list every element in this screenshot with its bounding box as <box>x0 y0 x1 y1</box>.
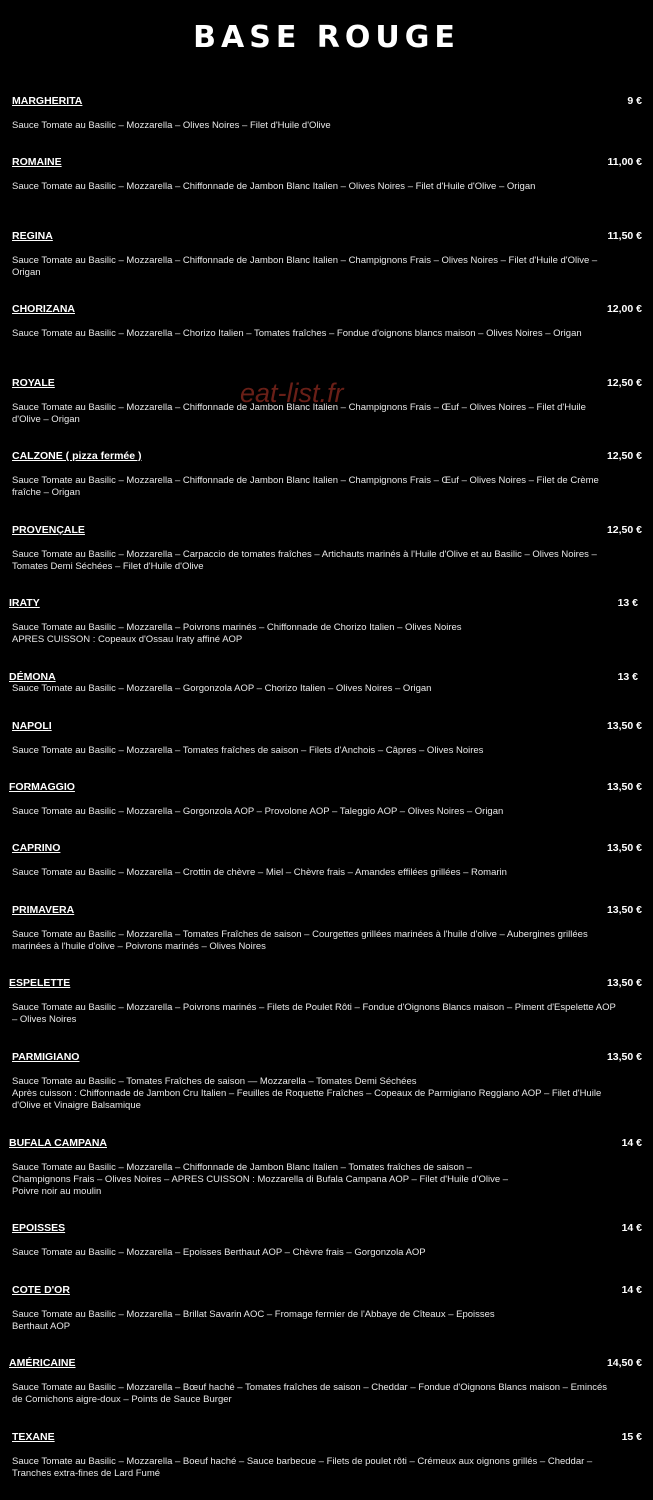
item-description: Sauce Tomate au Basilic – Mozzarella – Gorgonzola AOP – Provolone AOP – Taleggio AOP – Olives Noires – Origan <box>12 806 504 817</box>
item-price: 13,50 € <box>606 781 642 793</box>
item-price: 13 € <box>617 597 638 609</box>
item-description: Sauce Tomate au Basilic – Mozzarella – Chiffonnade de Jambon Blanc Italien – Champignons Frais – Œuf – Olives Noires – Filet d'Huile d'Olive – Origan <box>12 402 586 426</box>
item-price: 11,50 € <box>607 230 642 242</box>
item-description: Sauce Tomate au Basilic – Mozzarella – Chiffonnade de Jambon Blanc Italien – Olives Noires – Filet d'Huile d'Olive – Origan <box>12 181 536 192</box>
item-description: Sauce Tomate au Basilic – Mozzarella – Crottin de chèvre – Miel – Chèvre frais – Amandes effilées grillées – Romarin <box>12 867 507 878</box>
item-name: ROMAINE <box>12 156 62 168</box>
item-description: Sauce Tomate au Basilic – Mozzarella – Epoisses Berthaut AOP – Chèvre frais – Gorgonzola AOP <box>12 1247 426 1258</box>
item-name: ESPELETTE <box>9 977 71 989</box>
item-price: 13,50 € <box>606 842 642 854</box>
item-name: MARGHERITA <box>12 95 83 107</box>
item-name: BUFALA CAMPANA <box>9 1137 107 1149</box>
item-description: Sauce Tomate au Basilic – Mozzarella – Bœuf haché – Tomates fraîches de saison – Cheddar – Fondue d'Oignons Blancs maison – Emincés de Cornichons aigre-doux – Points de Sauce Burger <box>12 1382 608 1406</box>
watermark-text: eat-list.fr <box>240 378 344 408</box>
item-price: 12,50 € <box>606 524 642 536</box>
item-description: Sauce Tomate au Basilic – Mozzarella – Poivrons marinés – Filets de Poulet Rôti – Fondue d'Oignons Blancs maison – Piment d'Espelette AOP – Olives Noires <box>12 1002 616 1026</box>
item-price: 13 € <box>617 671 638 683</box>
item-price: 15 € <box>621 1431 642 1443</box>
menu-title: BASE ROUGE <box>193 20 460 55</box>
item-name: PARMIGIANO <box>12 1051 80 1063</box>
item-description: Sauce Tomate au Basilic – Mozzarella – Boeuf haché – Sauce barbecue – Filets de poulet rôti – Crémeux aux oignons grillés – Cheddar – Tranches extra-fines de Lard Fumé <box>12 1456 593 1480</box>
item-name: EPOISSES <box>12 1222 66 1234</box>
item-price: 9 € <box>627 95 642 107</box>
item-description: Sauce Tomate au Basilic – Mozzarella – Olives Noires – Filet d'Huile d'Olive <box>12 120 331 131</box>
item-description: Sauce Tomate au Basilic – Mozzarella – Carpaccio de tomates fraîches – Artichauts marinés à l'Huile d'Olive et au Basilic – Olives Noires – Tomates Demi Séchées – Filet d'Huile d'Olive <box>12 549 597 573</box>
item-price: 13,50 € <box>606 720 642 732</box>
item-name: AMÉRICAINE <box>9 1357 76 1369</box>
item-name: COTE D'OR <box>12 1284 70 1296</box>
item-name: TEXANE <box>12 1431 55 1443</box>
item-price: 12,50 € <box>606 377 642 389</box>
item-price: 14,50 € <box>606 1357 642 1369</box>
item-price: 12,50 € <box>606 450 642 462</box>
item-name: CALZONE ( pizza fermée ) <box>12 450 142 462</box>
item-name: ROYALE <box>12 377 55 389</box>
item-price: 14 € <box>621 1222 642 1234</box>
item-description: Sauce Tomate au Basilic – Mozzarella – Brillat Savarin AOC – Fromage fermier de l'Abbaye de Cîteaux – Epoisses Berthaut AOP <box>12 1309 495 1333</box>
item-name: NAPOLI <box>12 720 52 732</box>
item-description: Sauce Tomate au Basilic – Mozzarella – Chiffonnade de Jambon Blanc Italien – Tomates fraîches de saison – Champignons Frais – Olives Noires – APRES CUISSON : Mozzarella di Bufala Campana AOP – Filet d'Huile d'Olive – Poivre noir au moulin <box>12 1162 509 1198</box>
item-price: 14 € <box>621 1137 642 1149</box>
item-price: 13,50 € <box>606 1051 642 1063</box>
item-description: Sauce Tomate au Basilic – Tomates Fraîches de saison — Mozzarella – Tomates Demi Séchées Après cuisson : Chiffonnade de Jambon Cru Italien – Feuilles de Roquette Fraîches – Copeaux de Parmigiano Reggiano AOP – Filet d'Huile d'Olive et Vinaigre Balsamique <box>12 1076 602 1112</box>
item-name: PROVENÇALE <box>12 524 85 536</box>
item-name: REGINA <box>12 230 53 242</box>
item-name: CHORIZANA <box>12 303 75 315</box>
item-price: 12,00 € <box>606 303 642 315</box>
item-price: 11,00 € <box>607 156 642 168</box>
item-description: Sauce Tomate au Basilic – Mozzarella – Gorgonzola AOP – Chorizo Italien – Olives Noires – Origan <box>12 683 432 694</box>
item-name: PRIMAVERA <box>12 904 75 916</box>
item-name: FORMAGGIO <box>9 781 75 793</box>
item-name: DÉMONA <box>9 671 56 683</box>
item-name: CAPRINO <box>12 842 61 854</box>
item-price: 14 € <box>621 1284 642 1296</box>
item-description: Sauce Tomate au Basilic – Mozzarella – Chorizo Italien – Tomates fraîches – Fondue d'oignons blancs maison – Olives Noires – Origan <box>12 328 582 339</box>
item-price: 13,50 € <box>606 977 642 989</box>
item-name: IRATY <box>9 597 40 609</box>
item-description: Sauce Tomate au Basilic – Mozzarella – Chiffonnade de Jambon Blanc Italien – Champignons Frais – Olives Noires – Filet d'Huile d'Olive – Origan <box>12 255 598 279</box>
item-price: 13,50 € <box>606 904 642 916</box>
item-description: Sauce Tomate au Basilic – Mozzarella – Tomates fraîches de saison – Filets d'Anchois – Câpres – Olives Noires <box>12 745 484 756</box>
item-description: Sauce Tomate au Basilic – Mozzarella – Tomates Fraîches de saison – Courgettes grillées marinées à l'huile d'olive – Aubergines grillées marinées à l'huile d'olive – Poivrons marinés – Olives Noires <box>12 929 588 953</box>
item-description: Sauce Tomate au Basilic – Mozzarella – Chiffonnade de Jambon Blanc Italien – Champignons Frais – Œuf – Olives Noires – Filet de Crème fraîche – Origan <box>12 475 599 499</box>
item-description: Sauce Tomate au Basilic – Mozzarella – Poivrons marinés – Chiffonnade de Chorizo Italien – Olives Noires APRES CUISSON : Copeaux d'Ossau Iraty affiné AOP <box>12 622 462 646</box>
